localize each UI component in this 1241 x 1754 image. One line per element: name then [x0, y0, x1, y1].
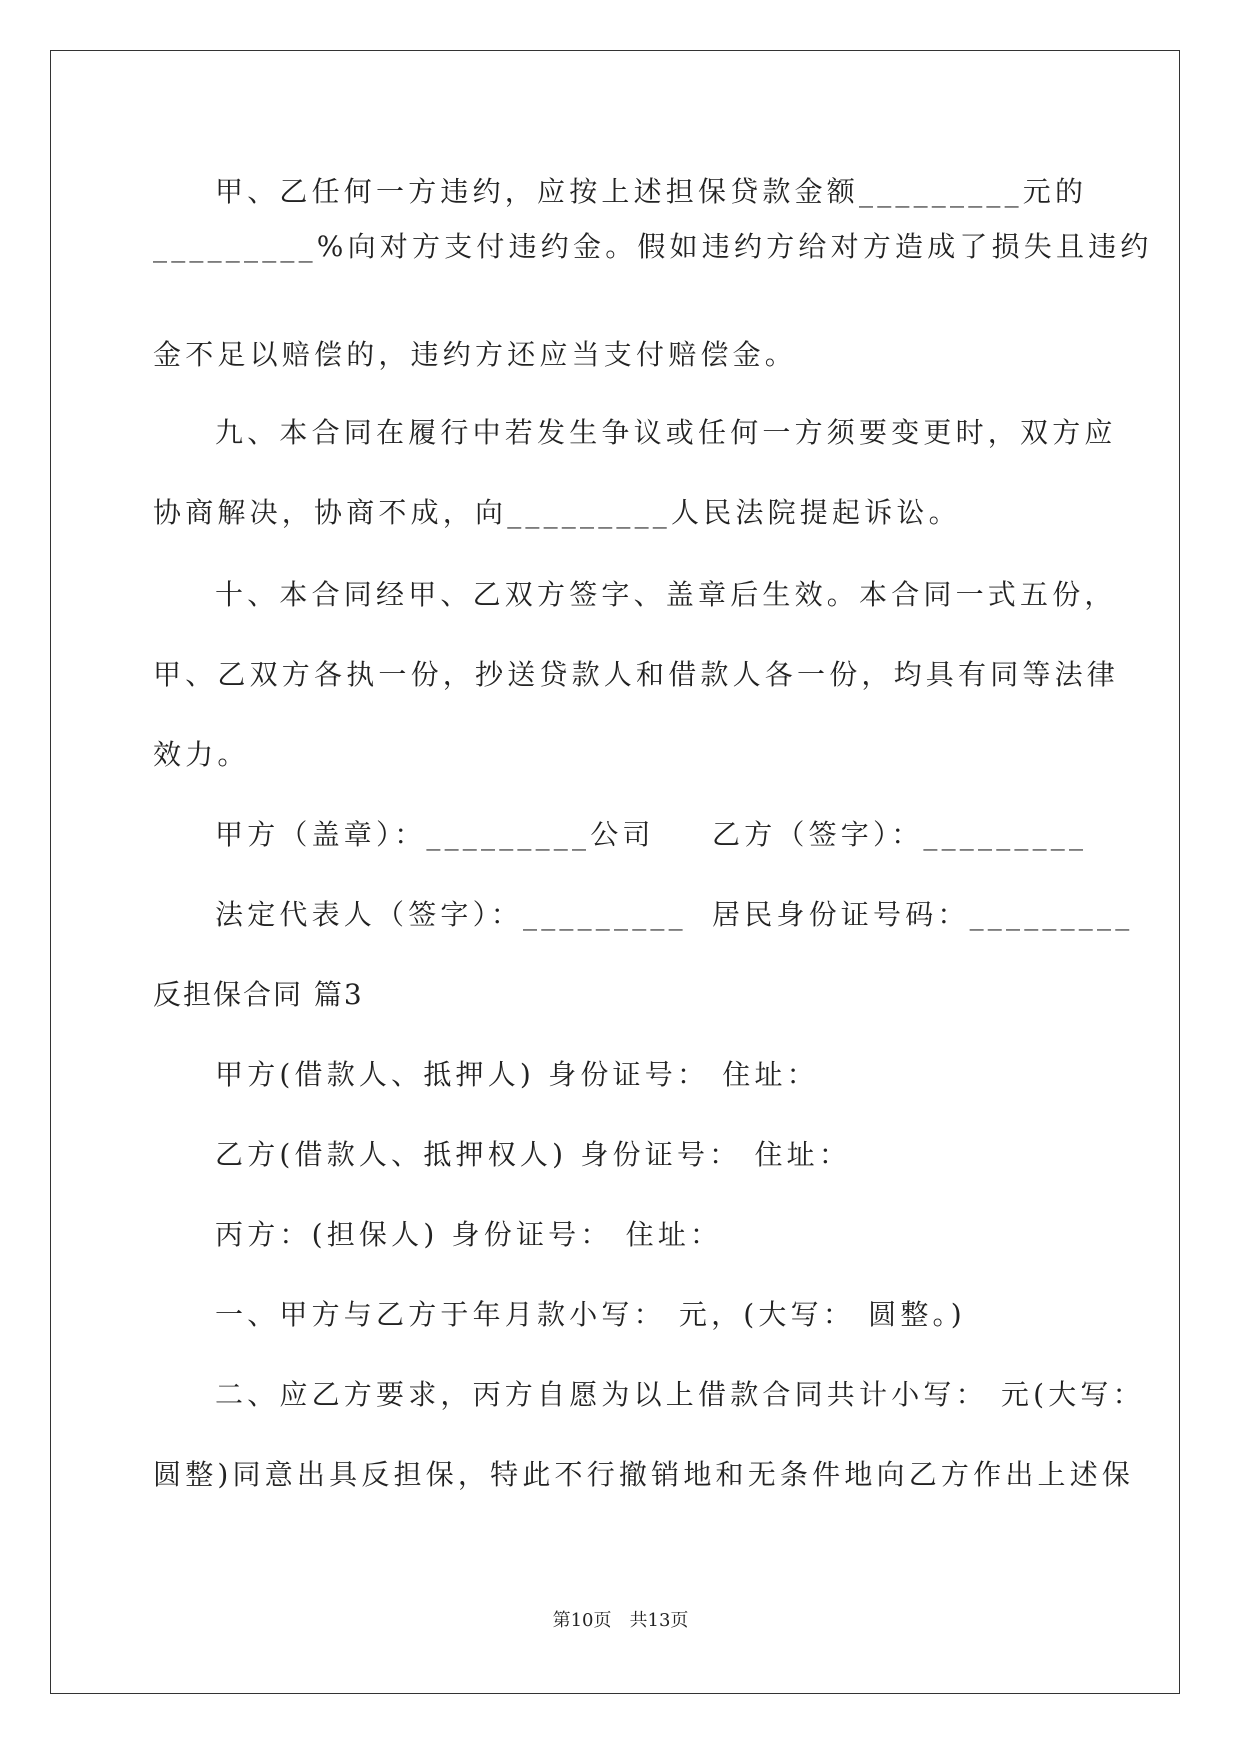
text-line: 一、甲方与乙方于年月款小写： 元，(大写： 圆整。) — [215, 1298, 966, 1331]
text-line: 协商解决，协商不成，向_________人民法院提起诉讼。 — [153, 496, 961, 529]
signature-party-a: 甲方（盖章）：_________公司 — [215, 818, 655, 851]
text-line: 十、本合同经甲、乙双方签字、盖章后生效。本合同一式五份， — [215, 578, 1117, 611]
text-line: 圆整)同意出具反担保，特此不行撤销地和无条件地向乙方作出上述保 — [153, 1458, 1135, 1491]
text-line: 甲、乙任何一方违约，应按上述担保贷款金额_________元的 — [215, 175, 1088, 208]
text-line: _________%向对方支付违约金。假如违约方给对方造成了损失且违约 — [153, 230, 1153, 263]
text-line: 二、应乙方要求，丙方自愿为以上借款合同共计小写： 元(大写： — [215, 1378, 1145, 1411]
legal-representative: 法定代表人（签字）：_________ — [215, 898, 687, 931]
text-line: 金不足以赔偿的，违约方还应当支付赔偿金。 — [153, 338, 798, 371]
text-line: 甲、乙双方各执一份，抄送贷款人和借款人各一份，均具有同等法律 — [153, 658, 1120, 691]
section-title: 反担保合同 篇3 — [153, 978, 364, 1011]
page-number: 第10页 共13页 — [552, 1610, 689, 1631]
id-number-field: 居民身份证号码：_________ — [712, 898, 1134, 931]
text-line: 效力。 — [153, 738, 250, 771]
text-line: 丙方：(担保人) 身份证号： 住址： — [215, 1218, 723, 1251]
text-line: 甲方(借款人、抵押人) 身份证号： 住址： — [215, 1058, 819, 1091]
signature-party-b: 乙方（签字）：_________ — [712, 818, 1088, 851]
text-line: 乙方(借款人、抵押权人) 身份证号： 住址： — [215, 1138, 852, 1171]
text-line: 九、本合同在履行中若发生争议或任何一方须要变更时，双方应 — [215, 416, 1117, 449]
page-border — [50, 50, 1180, 1694]
